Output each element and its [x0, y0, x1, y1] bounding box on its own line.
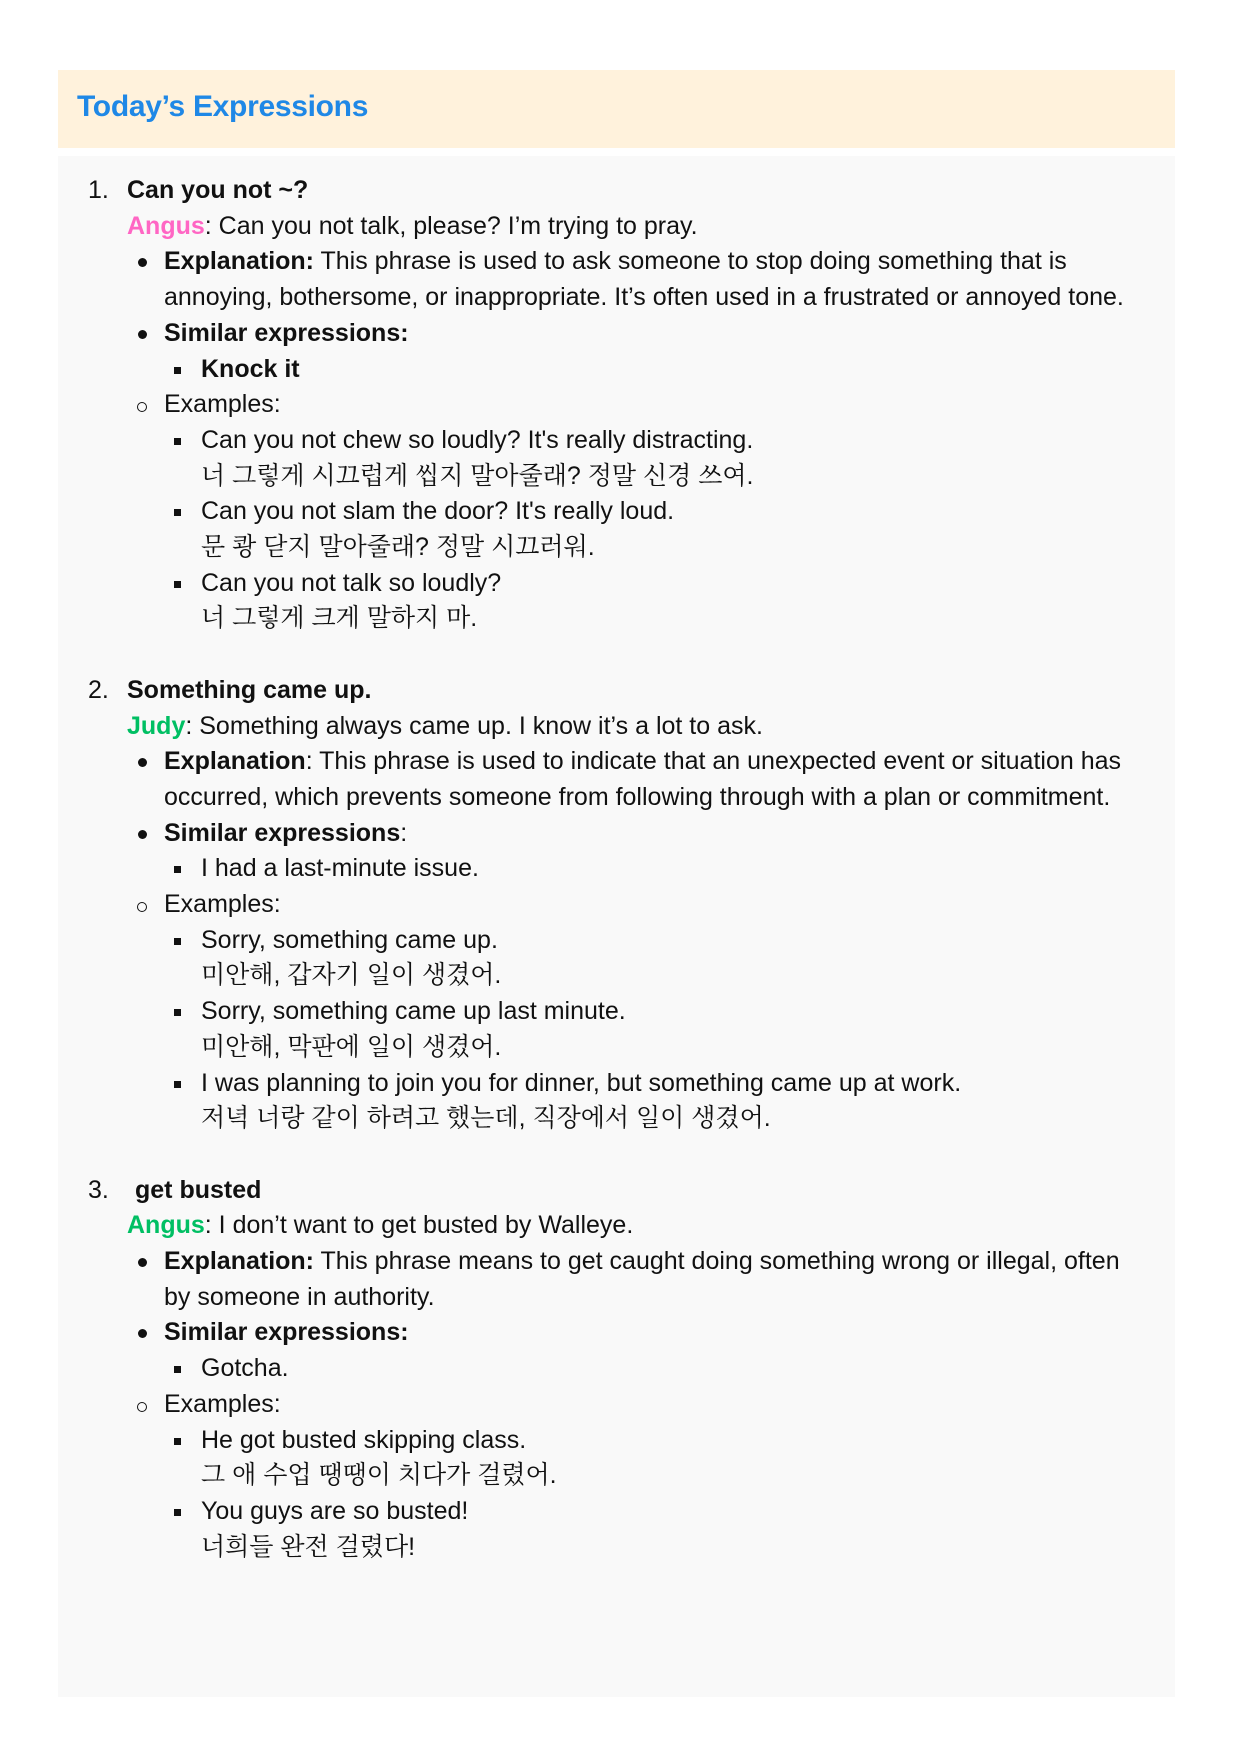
example-korean: 문 쾅 닫지 말아줄래? 정말 시끄러워. [201, 533, 595, 562]
bullet-dot-icon [138, 1329, 147, 1338]
speaker-name: Angus [127, 211, 205, 240]
example-korean: 저녁 너랑 같이 하려고 했는데, 직장에서 일이 생겼어. [201, 1104, 771, 1133]
similar-bullet [58, 1315, 1175, 1351]
square-bullet-icon [174, 938, 181, 945]
bullet-circle-icon [137, 1402, 147, 1412]
similar-label: Similar expressions [164, 818, 401, 847]
example-korean: 너 그렇게 시끄럽게 씹지 말아줄래? 정말 신경 쓰여. [201, 461, 754, 490]
expressions-list [58, 173, 1175, 1601]
page-title: Today’s Expressions [77, 90, 369, 123]
examples-bullet [58, 1387, 1175, 1423]
explanation-text: : This phrase is used to indicate that an unexpected event or situation has occurred, which prevents someone from following through with a plan or commitment. [164, 747, 1122, 811]
example-english: Sorry, something came up last minute. [201, 997, 626, 1026]
example-korean: 그 애 수업 땡땡이 치다가 걸렸어. [201, 1461, 557, 1490]
square-bullet-icon [174, 1438, 181, 1445]
explanation-label: Explanation: [164, 1247, 315, 1276]
expression-title: Can you not ~? [127, 176, 309, 204]
similar-bullet [58, 816, 1175, 852]
explanation-text: This phrase is used to ask someone to stop doing something that is annoying, bothersome, or inappropriate. It’s often used in a frustrated or annoyed tone. [164, 247, 1124, 312]
dialogue-line [58, 1208, 1175, 1244]
example-english: Can you not talk so loudly? [201, 568, 502, 597]
similar-text: Knock it [201, 354, 300, 383]
examples-bullet [58, 887, 1175, 923]
similar-bullet [58, 316, 1175, 352]
expression-title-row [58, 673, 1175, 709]
square-bullet-icon [174, 509, 181, 516]
speaker-name: Judy [127, 711, 186, 740]
expression-item [58, 673, 1175, 1137]
example-english: You guys are so busted! [201, 1496, 469, 1525]
example-korean: 너 그렇게 크게 말하지 마. [201, 604, 478, 633]
square-bullet-icon [174, 1509, 181, 1516]
example-korean: 미안해, 막판에 일이 생겼어. [201, 1032, 502, 1061]
similar-label: Similar expressions: [164, 318, 409, 347]
bullet-dot-icon [138, 330, 147, 339]
example-item [58, 1494, 1175, 1565]
dialogue-line [58, 209, 1175, 245]
expression-item [58, 1173, 1175, 1566]
bullet-dot-icon [138, 258, 147, 267]
dialogue-quote: : Can you not talk, please? I’m trying to pray. [204, 211, 698, 240]
example-item [58, 1066, 1175, 1137]
dialogue-quote: : Something always came up. I know it’s a lot to ask. [185, 711, 763, 740]
bullet-dot-icon [138, 830, 147, 839]
dialogue-quote: : I don’t want to get busted by Walleye. [204, 1211, 634, 1240]
explanation-text: This phrase means to get caught doing something wrong or illegal, often by someone in authority. [164, 1247, 1120, 1311]
square-bullet-icon [174, 866, 181, 873]
example-item [58, 566, 1175, 637]
explanation-bullet [58, 744, 1175, 815]
example-english: Sorry, something came up. [201, 925, 498, 954]
square-bullet-icon [174, 581, 181, 588]
expression-title: Something came up. [127, 675, 372, 704]
bullet-circle-icon [137, 402, 147, 412]
item-number: 1. [88, 176, 109, 204]
square-bullet-icon [174, 1009, 181, 1016]
explanation-bullet [58, 1244, 1175, 1315]
similar-text: Gotcha. [201, 1354, 289, 1383]
expressions-panel [58, 156, 1175, 1697]
bullet-circle-icon [137, 902, 147, 912]
square-bullet-icon [174, 367, 181, 374]
explanation-label: Explanation [164, 747, 306, 776]
explanation-bullet [58, 244, 1175, 315]
examples-label: Examples: [164, 890, 281, 919]
example-korean: 너희들 완전 걸렸다! [201, 1532, 416, 1561]
examples-label: Examples: [164, 390, 281, 419]
similar-label: Similar expressions: [164, 1318, 409, 1347]
expression-title-row [58, 1173, 1175, 1209]
example-item [58, 494, 1175, 565]
item-number: 2. [88, 675, 109, 704]
bullet-dot-icon [138, 758, 147, 767]
square-bullet-icon [174, 1081, 181, 1088]
item-number: 3. [88, 1175, 109, 1204]
similar-expression [58, 352, 1175, 388]
square-bullet-icon [174, 438, 181, 445]
example-item [58, 923, 1175, 994]
expression-title-row [58, 173, 1175, 209]
example-english: Can you not slam the door? It's really loud. [201, 497, 675, 526]
example-item [58, 423, 1175, 494]
similar-text: I had a last-minute issue. [201, 854, 479, 883]
expression-title: get busted [135, 1175, 262, 1204]
example-english: I was planning to join you for dinner, but something came up at work. [201, 1068, 962, 1097]
expression-item [58, 173, 1175, 637]
example-english: He got busted skipping class. [201, 1425, 527, 1454]
similar-suffix: : [400, 818, 408, 847]
section-header [58, 70, 1175, 148]
square-bullet-icon [174, 1366, 181, 1373]
examples-bullet [58, 387, 1175, 423]
dialogue-line [58, 709, 1175, 745]
examples-label: Examples: [164, 1389, 281, 1418]
example-item [58, 1423, 1175, 1494]
speaker-name: Angus [127, 1211, 205, 1240]
explanation-label: Explanation: [164, 247, 315, 276]
example-english: Can you not chew so loudly? It's really distracting. [201, 425, 754, 454]
similar-expression [58, 851, 1175, 887]
example-item [58, 994, 1175, 1065]
bullet-dot-icon [138, 1258, 147, 1267]
example-korean: 미안해, 갑자기 일이 생겼어. [201, 961, 502, 990]
similar-expression [58, 1351, 1175, 1387]
